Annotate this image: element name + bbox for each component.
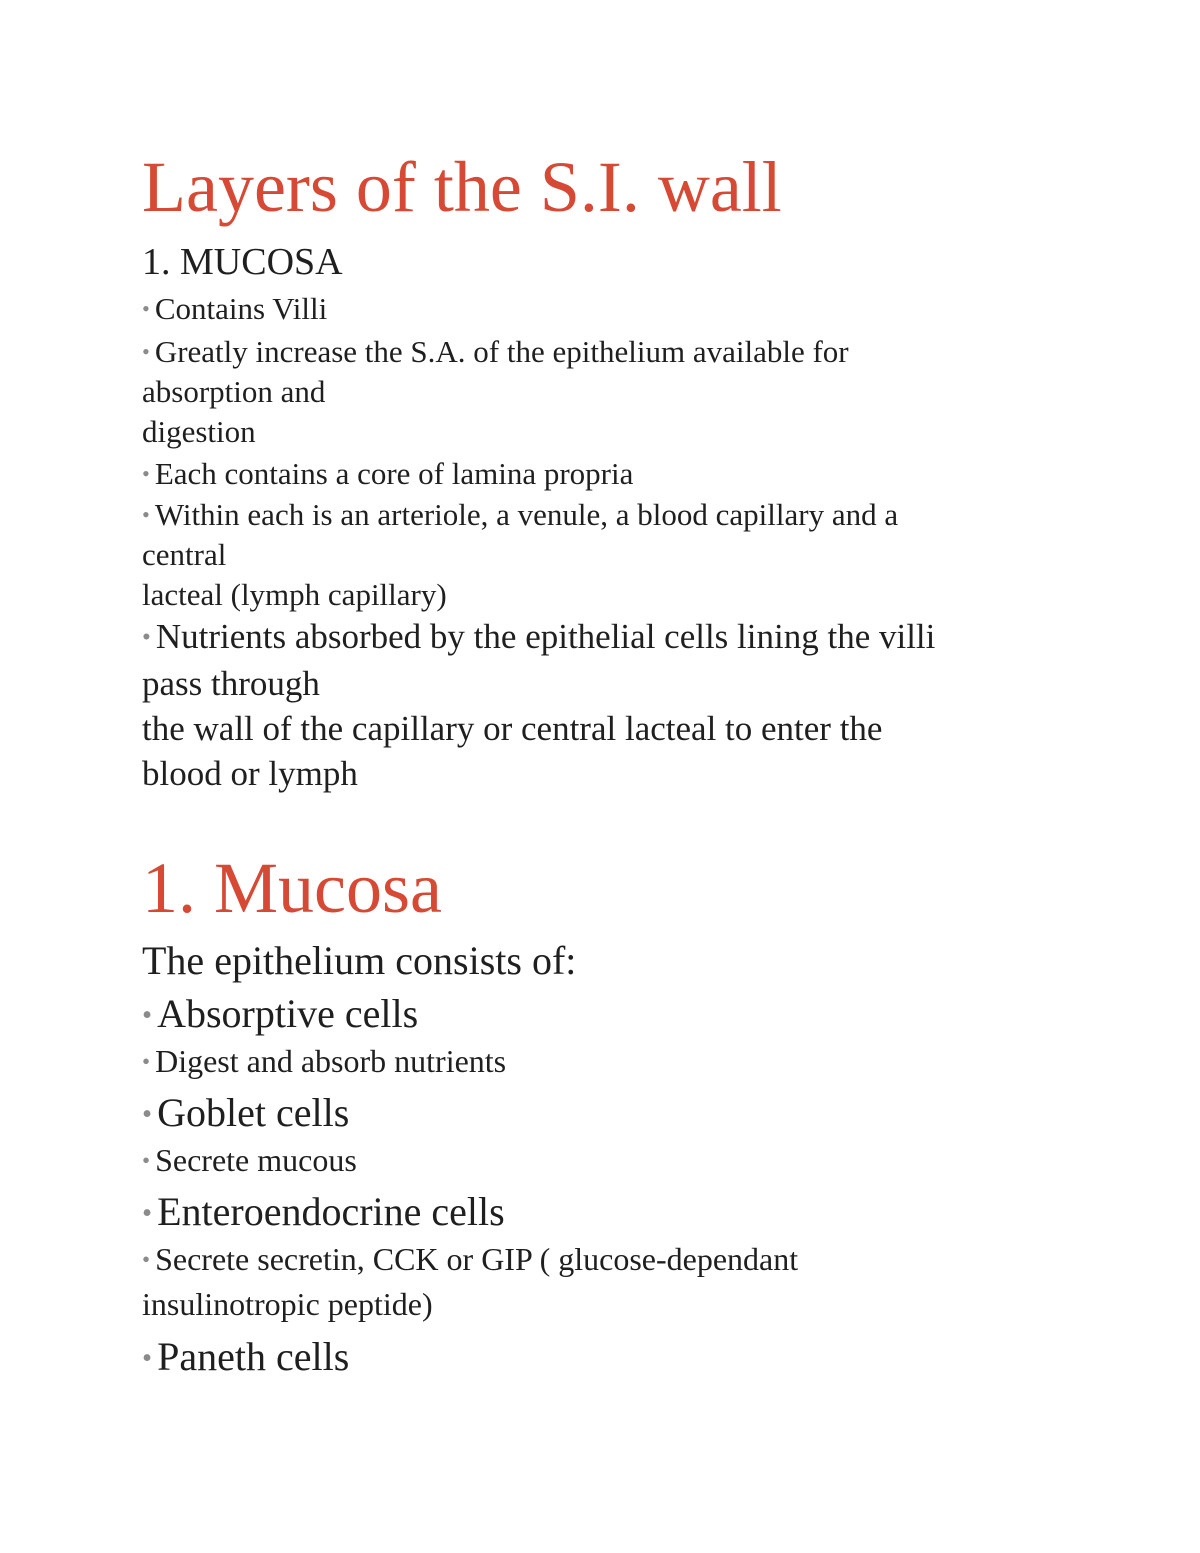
list-item-text: Absorptive cells xyxy=(157,991,419,1036)
bullet-icon: • xyxy=(142,339,150,365)
section-title: 1. Mucosa xyxy=(142,848,442,928)
list-item-text: Goblet cells xyxy=(157,1090,350,1135)
section-subheading: 1. MUCOSA xyxy=(142,241,343,283)
bullet-icon: • xyxy=(142,1341,153,1374)
list-item-text: blood or lymph xyxy=(142,754,358,793)
list-item-text: digestion xyxy=(142,414,256,449)
list-item-text: the wall of the capillary or central lacteal to enter the xyxy=(142,709,883,748)
bullet-icon: • xyxy=(142,1048,151,1075)
list-item-text: Contains Villi xyxy=(154,291,328,326)
list-item-text: Secrete mucous xyxy=(155,1142,357,1178)
bullet-icon: • xyxy=(142,1147,151,1174)
list-item xyxy=(142,1189,505,1234)
list-item-text: Each contains a core of lamina propria xyxy=(154,456,634,491)
list-item-text: insulinotropic peptide) xyxy=(142,1286,433,1322)
list-item xyxy=(142,293,327,324)
section-title: Layers of the S.I. wall xyxy=(142,147,782,227)
list-item xyxy=(142,336,849,367)
list-item-text: lacteal (lymph capillary) xyxy=(142,577,447,612)
list-item-text: Secrete secretin, CCK or GIP ( glucose-dependant xyxy=(155,1241,799,1277)
bullet-icon: • xyxy=(142,296,150,322)
list-item-text: Enteroendocrine cells xyxy=(157,1189,505,1234)
list-item xyxy=(142,619,935,654)
list-item-text: pass through xyxy=(142,664,320,703)
list-item-continuation xyxy=(142,579,447,610)
bullet-icon: • xyxy=(142,998,153,1031)
list-item-continuation xyxy=(142,1288,433,1320)
list-item-text: Greatly increase the S.A. of the epithelium available for xyxy=(154,334,849,369)
list-item xyxy=(142,1090,350,1135)
list-item-text: Nutrients absorbed by the epithelial cells lining the villi xyxy=(155,617,936,656)
section-subheading: The epithelium consists of: xyxy=(142,938,577,983)
bullet-icon: • xyxy=(142,623,151,651)
list-item-text: Paneth cells xyxy=(157,1334,350,1379)
list-item xyxy=(142,458,633,489)
list-item-continuation xyxy=(142,416,256,447)
list-item-continuation xyxy=(142,376,325,407)
list-item xyxy=(142,499,898,530)
list-item-continuation xyxy=(142,539,226,570)
list-item-continuation xyxy=(142,711,882,746)
bullet-icon: • xyxy=(142,502,150,528)
bullet-icon: • xyxy=(142,461,150,487)
list-item xyxy=(142,1144,357,1176)
list-item-continuation xyxy=(142,666,320,701)
list-item xyxy=(142,1243,798,1275)
list-item xyxy=(142,1045,506,1077)
list-item-continuation xyxy=(142,756,358,791)
list-item xyxy=(142,1334,350,1379)
list-item xyxy=(142,991,419,1036)
list-item-text: Digest and absorb nutrients xyxy=(155,1043,507,1079)
bullet-icon: • xyxy=(142,1097,153,1130)
bullet-icon: • xyxy=(142,1246,151,1273)
bullet-icon: • xyxy=(142,1196,153,1229)
list-item-text: central xyxy=(142,537,227,572)
list-item-text: absorption and xyxy=(142,374,326,409)
list-item-text: Within each is an arteriole, a venule, a blood capillary and a xyxy=(154,497,899,532)
